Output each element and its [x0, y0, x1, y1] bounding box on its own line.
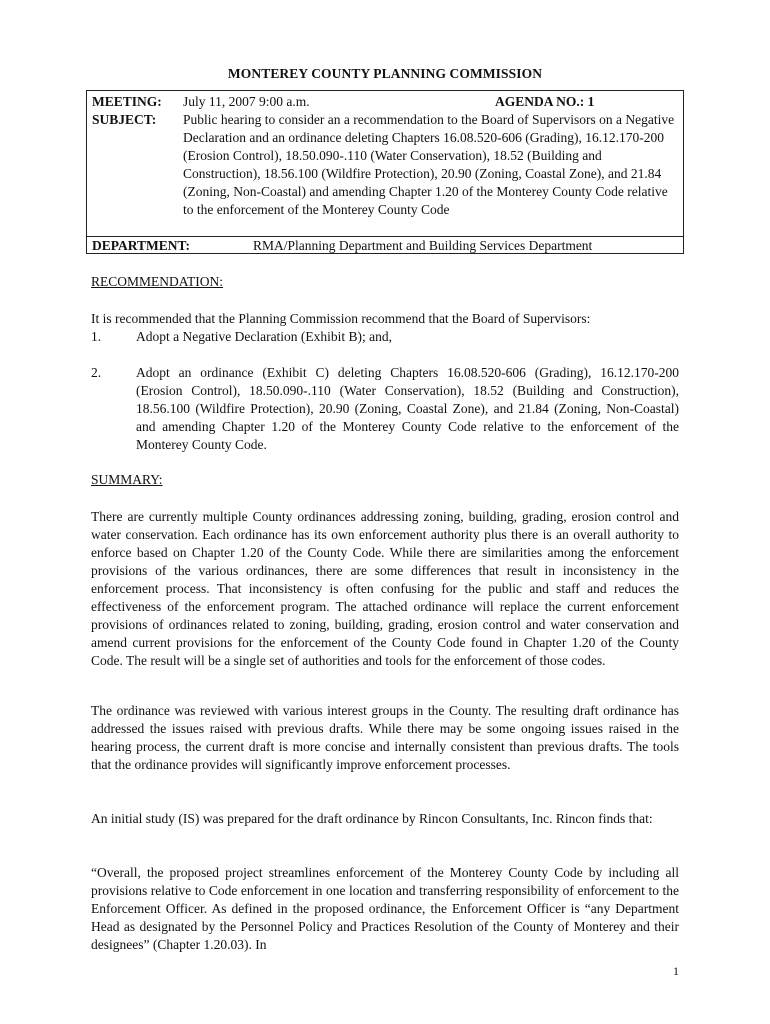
page-number: 1 — [673, 964, 679, 978]
meeting-header-box — [86, 90, 684, 254]
meeting-label: MEETING: — [92, 94, 162, 109]
recommendation-heading: RECOMMENDATION: — [91, 274, 224, 289]
meeting-value: July 11, 2007 9:00 a.m. — [183, 94, 310, 109]
recommendation-item-text: Adopt a Negative Declaration (Exhibit B); and, — [136, 329, 393, 344]
agenda-number: AGENDA NO.: 1 — [495, 94, 595, 109]
summary-paragraph: “Overall, the proposed project streamlines enforcement of the Monterey County Code by including all provisions relative to Code enforcement in one location and transferring responsibility of enforcement to the Enforcement Officer. As defined in the proposed ordinance, the Enforcement Officer is “any Department Head as designated by the Personnel Policy and Practices Resolution of the County of Monterey and their designees” (Chapter 1.20.03). In — [91, 865, 679, 952]
subject-value: Public hearing to consider an a recommendation to the Board of Supervisors on a Negative Declaration and an ordinance deleting Chapters 16.08.520-606 (Grading), 16.12.170-200 (Erosion Control), 18.50.090-.110 (Water Conservation), 18.52 (Building and Construction), 18.56.100 (Wildfire Protection), 20.90 (Zoning, Coastal Zone), and 21.84 (Zoning, Non-Coastal) and amending Chapter 1.20 of the Monterey County Code relative to the enforcement of the Monterey County Code — [183, 112, 675, 217]
recommendation-item-number: 1. — [91, 329, 102, 344]
subject-label: SUBJECT: — [92, 112, 157, 127]
department-label: DEPARTMENT: — [92, 238, 191, 253]
summary-heading: SUMMARY: — [91, 472, 163, 487]
summary-paragraph: An initial study (IS) was prepared for the draft ordinance by Rincon Consultants, Inc. Rincon finds that: — [91, 811, 653, 826]
document-title: MONTEREY COUNTY PLANNING COMMISSION — [227, 66, 543, 81]
recommendation-item-number: 2. — [91, 365, 102, 380]
recommendation-item-text: Adopt an ordinance (Exhibit C) deleting Chapters 16.08.520-606 (Grading), 16.12.170-200 (Erosion Control), 18.50.090-.110 (Water Conservation), 18.52 (Building and Construction), 18.56.100 (Wildfire Protection), 20.90 (Zoning, Coastal Zone), and 21.84 (Zoning, Non-Coastal) and amending Chapter 1.20 of the Monterey County Code relative to the enforcement of the Monterey County Code. — [136, 365, 679, 452]
department-value: RMA/Planning Department and Building Services Department — [253, 238, 593, 253]
summary-paragraph: The ordinance was reviewed with various interest groups in the County. The resulting draft ordinance has addressed the issues raised with previous drafts. While there may be some ongoing issues raised in the hearing process, the current draft is more concise and internally consistent than previous drafts. The tools that the ordinance provides will significantly improve enforcement processes. — [91, 703, 679, 772]
summary-paragraph: There are currently multiple County ordinances addressing zoning, building, grading, erosion control and water conservation. Each ordinance has its own enforcement authority plus there is an overall authority to enforce based on Chapter 1.20 of the County Code. While there are similarities among the enforcement provisions of the various ordinances, there are some differences that result in inconsistency in the enforcement process. That inconsistency is often confusing for the public and staff and reduces the effectiveness of the enforcement program. The attached ordinance will replace the current enforcement provisions of ordinances related to zoning, building, grading, erosion control and water conservation and amend current provisions for the enforcement of the County Code found in Chapter 1.20 of the County Code. The result will be a single set of authorities and tools for the enforcement of those codes. — [91, 509, 679, 668]
recommendation-intro: It is recommended that the Planning Commission recommend that the Board of Supervisors: — [91, 311, 591, 326]
